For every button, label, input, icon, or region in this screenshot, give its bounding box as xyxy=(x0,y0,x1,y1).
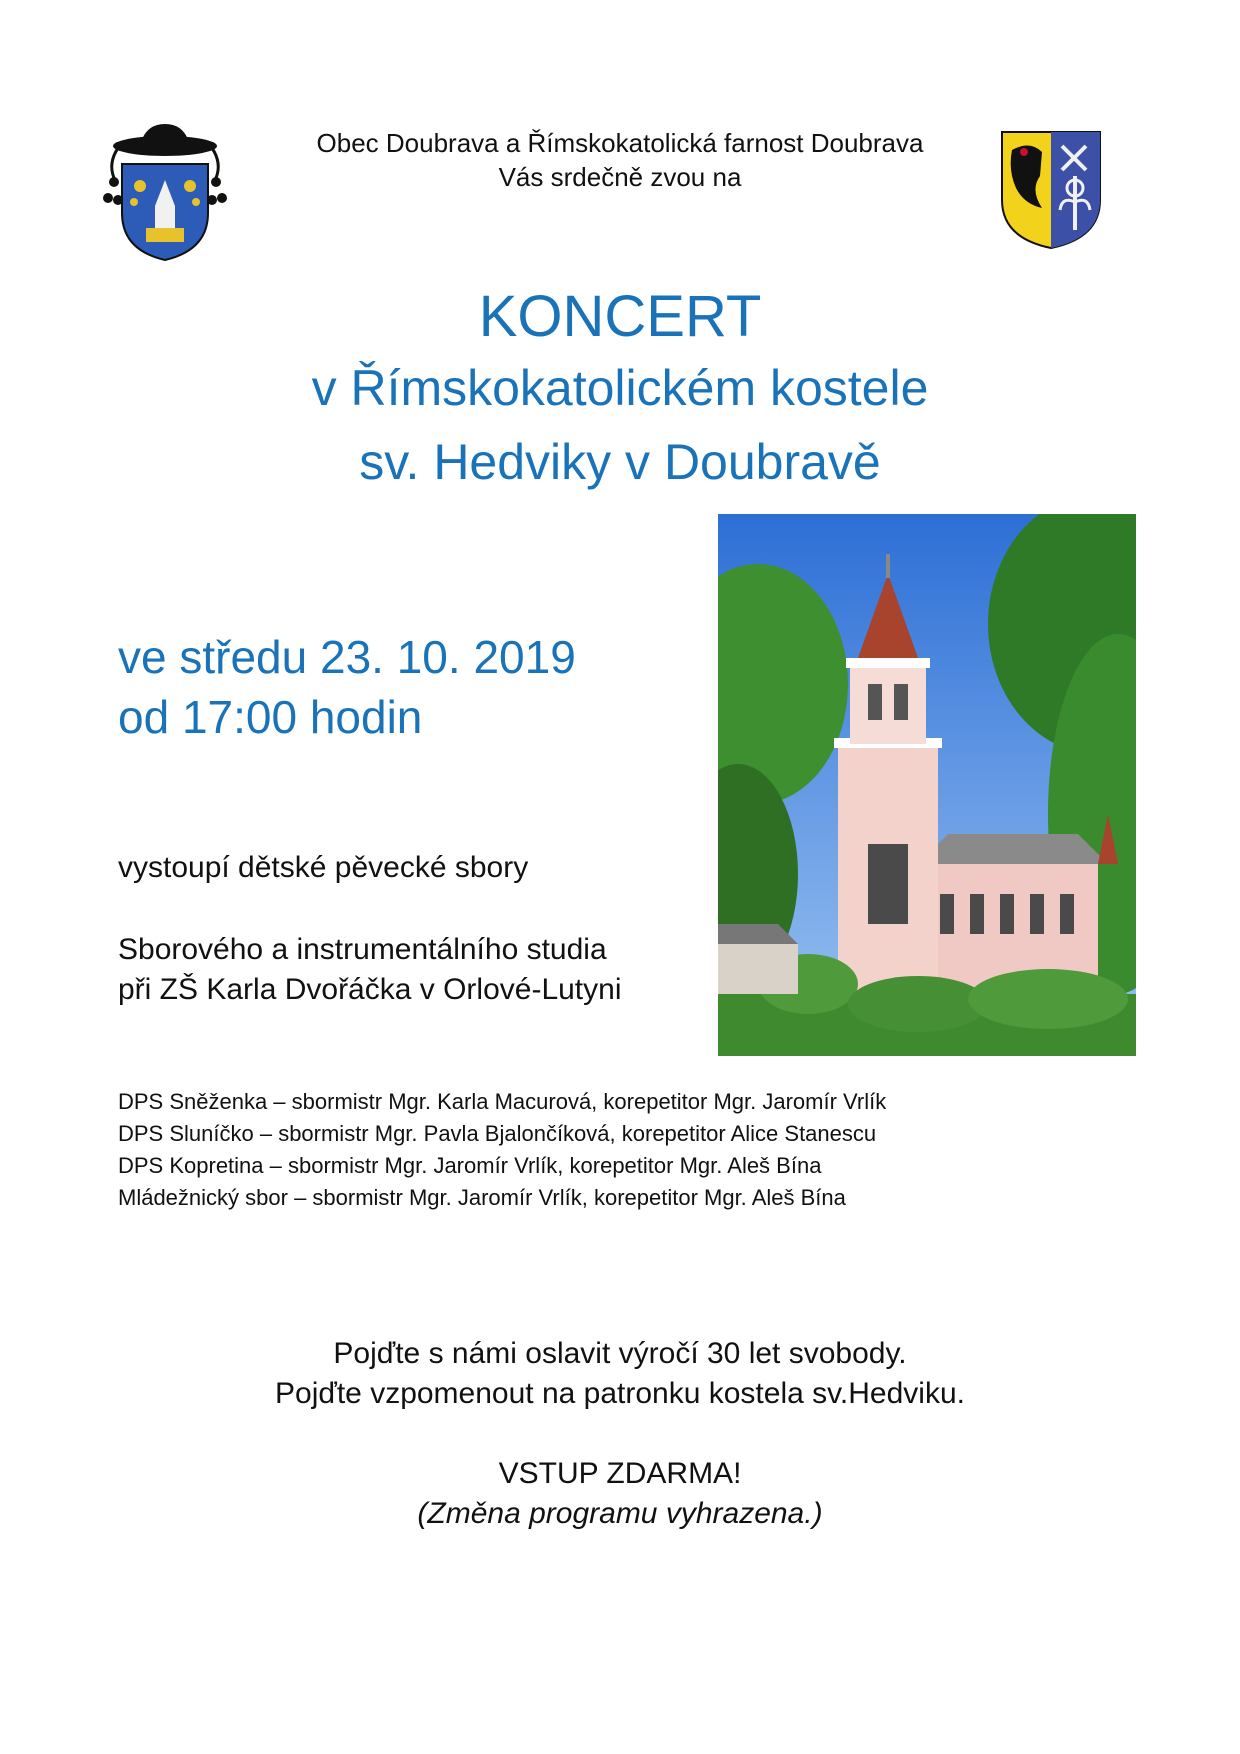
invite-line-1: Pojďte s námi oslavit výročí 30 let svobody. xyxy=(333,1337,907,1370)
choir-list-item: DPS Kopretina – sbormistr Mgr. Jaromír Vrlík, korepetitor Mgr. Aleš Bína xyxy=(118,1153,822,1178)
church-photo xyxy=(718,514,1136,1056)
free-entry-text: VSTUP ZDARMA! xyxy=(498,1457,742,1490)
header-line-2: Vás srdečně zvou na xyxy=(498,162,742,192)
parish-coat-of-arms-icon xyxy=(100,118,230,263)
choir-list-item: DPS Sluníčko – sbormistr Mgr. Pavla Bjalončíková, korepetitor Alice Stanescu xyxy=(118,1121,877,1146)
studio-line-1: Sborového a instrumentálního studia xyxy=(118,933,607,966)
event-time: od 17:00 hodin xyxy=(118,691,423,743)
choir-list-item: Mládežnický sbor – sbormistr Mgr. Jaromír Vrlík, korepetitor Mgr. Aleš Bína xyxy=(118,1185,846,1210)
choir-list-item: DPS Sněženka – sbormistr Mgr. Karla Macurová, korepetitor Mgr. Jaromír Vrlík xyxy=(118,1089,887,1114)
performers-intro: vystoupí dětské pěvecké sbory xyxy=(118,851,529,884)
event-date: ve středu 23. 10. 2019 xyxy=(118,631,576,683)
title-koncert: KONCERT xyxy=(478,284,762,349)
title-line-3: sv. Hedviky v Doubravě xyxy=(359,434,881,490)
municipal-coat-of-arms-icon xyxy=(1000,130,1102,250)
studio-line-2: při ZŠ Karla Dvořáčka v Orlové-Lutyni xyxy=(118,973,622,1006)
invite-line-2: Pojďte vzpomenout na patronku kostela sv.Hedviku. xyxy=(275,1377,965,1410)
title-line-2: v Římskokatolickém kostele xyxy=(311,360,929,416)
program-change-note: (Změna programu vyhrazena.) xyxy=(417,1497,823,1530)
header-line-1: Obec Doubrava a Římskokatolická farnost Doubrava xyxy=(316,128,924,158)
